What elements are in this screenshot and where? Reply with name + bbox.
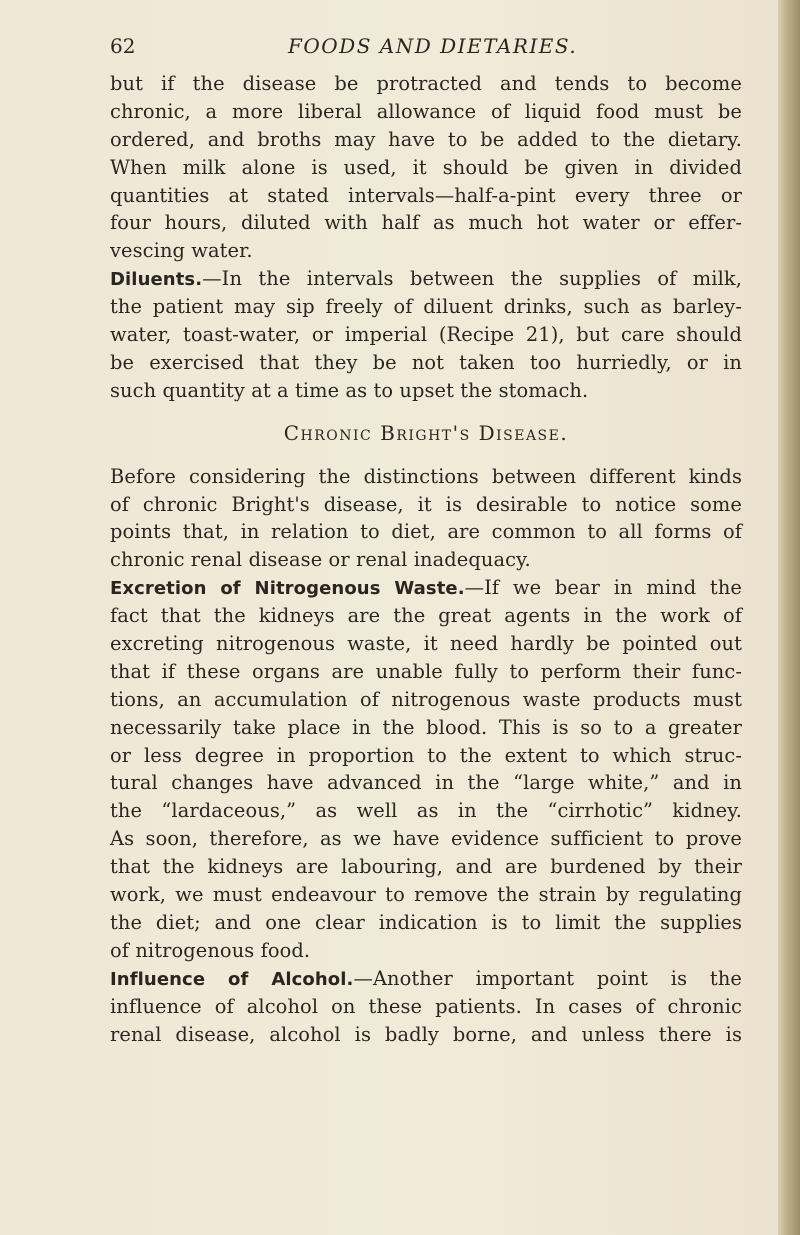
text-line: necessarily take place in the blood. This is so to a greater	[110, 715, 742, 739]
text-line	[110, 574, 742, 602]
text-line: excreting nitrogenous waste, it need hardly be pointed out	[110, 632, 742, 656]
run-in-heading-alcohol: Influence of Alcohol.	[110, 968, 354, 990]
text-line: the diet; and one clear indication is to limit the supplies	[110, 910, 742, 934]
run-in-heading-diluents: Diluents.	[110, 269, 203, 291]
text-line: renal disease, alcohol is badly borne, and unless there is	[110, 1022, 742, 1046]
text-line: that if these organs are unable fully to perform their func-	[110, 659, 742, 683]
text-line: chronic, a more liberal allowance of liquid food must be	[110, 99, 742, 123]
text-line: of nitrogenous food.	[110, 938, 311, 962]
text-line: ordered, and broths may have to be added to the dietary.	[110, 127, 742, 151]
text-run: —In the intervals between the supplies of milk,	[202, 267, 742, 291]
run-in-heading-excretion: Excretion of Nitrogenous Waste.	[110, 578, 465, 600]
text-run: —Another important point is the	[353, 966, 742, 990]
paragraph-broths	[110, 70, 742, 265]
text-line: vescing water.	[110, 239, 253, 263]
section-heading: Chronic Bright's Disease.	[283, 420, 569, 445]
text-line: As soon, therefore, as we have evidence sufficient to prove	[110, 827, 742, 851]
text-line: such quantity at a time as to upset the stomach.	[110, 378, 589, 402]
paragraph-excretion	[110, 574, 742, 964]
text-line	[110, 265, 742, 293]
text-line: of chronic Bright's disease, it is desirable to notice some	[110, 492, 742, 516]
text-line: that the kidneys are labouring, and are burdened by their	[110, 855, 742, 879]
page-edge	[778, 0, 800, 1235]
text-line: water, toast-water, or imperial (Recipe 21), but care should	[110, 323, 742, 347]
body-text	[110, 70, 742, 1048]
text-line: points that, in relation to diet, are common to all forms of	[110, 520, 742, 544]
page-header	[110, 34, 730, 64]
text-line: tions, an accumulation of nitrogenous waste products must	[110, 687, 742, 711]
text-line: four hours, diluted with half as much hot water or effer-	[110, 211, 742, 235]
running-title: FOODS AND DIETARIES.	[288, 34, 578, 58]
text-line: work, we must endeavour to remove the strain by regulating	[110, 883, 742, 907]
text-line	[110, 965, 742, 993]
text-line: but if the disease be protracted and tends to become	[110, 72, 742, 95]
text-line: Before considering the distinctions between different kinds	[110, 464, 742, 488]
page-number: 62	[110, 34, 136, 58]
text-line: tural changes have advanced in the “large white,” and in	[110, 771, 742, 795]
text-line: chronic renal disease or renal inadequacy.	[110, 548, 531, 572]
text-line: fact that the kidneys are the great agents in the work of	[110, 604, 742, 628]
text-line: the “lardaceous,” as well as in the “cirrhotic” kidney.	[110, 799, 742, 823]
paragraph-chronic-intro	[110, 463, 742, 575]
text-line: quantities at stated intervals—half-a-pint every three or	[110, 183, 742, 207]
text-line: When milk alone is used, it should be given in divided	[110, 155, 742, 179]
text-run: —If we bear in mind the	[464, 576, 742, 600]
text-line: influence of alcohol on these patients. In cases of chronic	[110, 994, 742, 1018]
text-line: or less degree in proportion to the extent to which struc-	[110, 743, 742, 767]
paragraph-diluents	[110, 265, 742, 404]
text-line: the patient may sip freely of diluent drinks, such as barley-	[110, 295, 742, 319]
paragraph-alcohol	[110, 965, 742, 1049]
text-line: be exercised that they be not taken too hurriedly, or in	[110, 350, 742, 374]
